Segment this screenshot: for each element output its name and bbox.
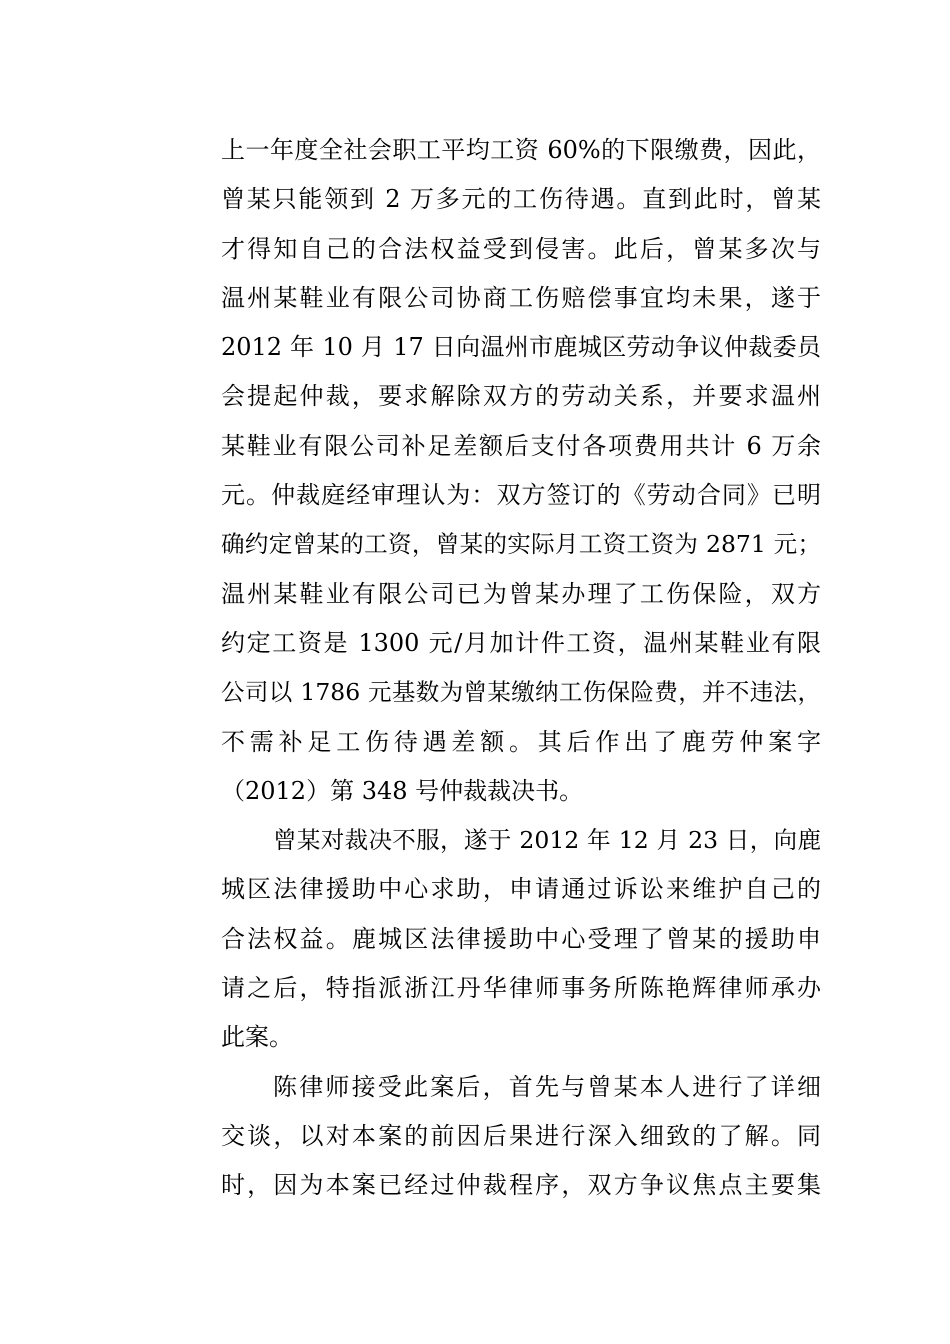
text-line: 上一年度全社会职工平均工资 60%的下限缴费，因此， (221, 136, 821, 164)
text-line: 2012 年 10 月 17 日向温州市鹿城区劳动争议仲裁委员 (221, 333, 821, 362)
text-line: 温州某鞋业有限公司协商工伤赔偿事宜均未果，遂于 (221, 283, 821, 312)
text-line: 公司以 1786 元基数为曾某缴纳工伤保险费，并不违法， (221, 678, 821, 707)
text-line: 会提起仲裁，要求解除双方的劳动关系，并要求温州 (221, 382, 821, 411)
body-text (221, 126, 821, 1211)
text-line: 不需补足工伤待遇差额。其后作出了鹿劳仲案字 (221, 727, 821, 756)
text-line: 请之后，特指派浙江丹华律师事务所陈艳辉律师承办 (221, 974, 821, 1003)
text-line: 曾某对裁决不服，遂于 2012 年 12 月 23 日，向鹿 (273, 826, 821, 855)
text-line: 温州某鞋业有限公司已为曾某办理了工伤保险，双方 (221, 579, 821, 608)
text-line: 陈律师接受此案后，首先与曾某本人进行了详细 (273, 1072, 821, 1101)
text-line: 时，因为本案已经过仲裁程序，双方争议焦点主要集 (221, 1171, 821, 1200)
text-line: 元。仲裁庭经审理认为：双方签订的《劳动合同》已明 (221, 481, 821, 510)
text-line: 此案。 (221, 1023, 293, 1052)
text-line: （2012）第 348 号仲裁裁决书。 (221, 776, 584, 805)
text-line: 交谈，以对本案的前因后果进行深入细致的了解。同 (221, 1121, 821, 1150)
text-line: 约定工资是 1300 元/月加计件工资，温州某鞋业有限 (221, 628, 821, 657)
text-line: 城区法律援助中心求助，申请通过诉讼来维护自己的 (221, 875, 821, 904)
text-line: 合法权益。鹿城区法律援助中心受理了曾某的援助申 (221, 924, 821, 953)
text-line: 曾某只能领到 2 万多元的工伤待遇。直到此时，曾某 (221, 185, 821, 214)
text-line: 确约定曾某的工资，曾某的实际月工资工资为 2871 元； (221, 530, 821, 559)
text-line: 某鞋业有限公司补足差额后支付各项费用共计 6 万余 (221, 431, 821, 460)
text-line: 才得知自己的合法权益受到侵害。此后，曾某多次与 (221, 234, 821, 263)
